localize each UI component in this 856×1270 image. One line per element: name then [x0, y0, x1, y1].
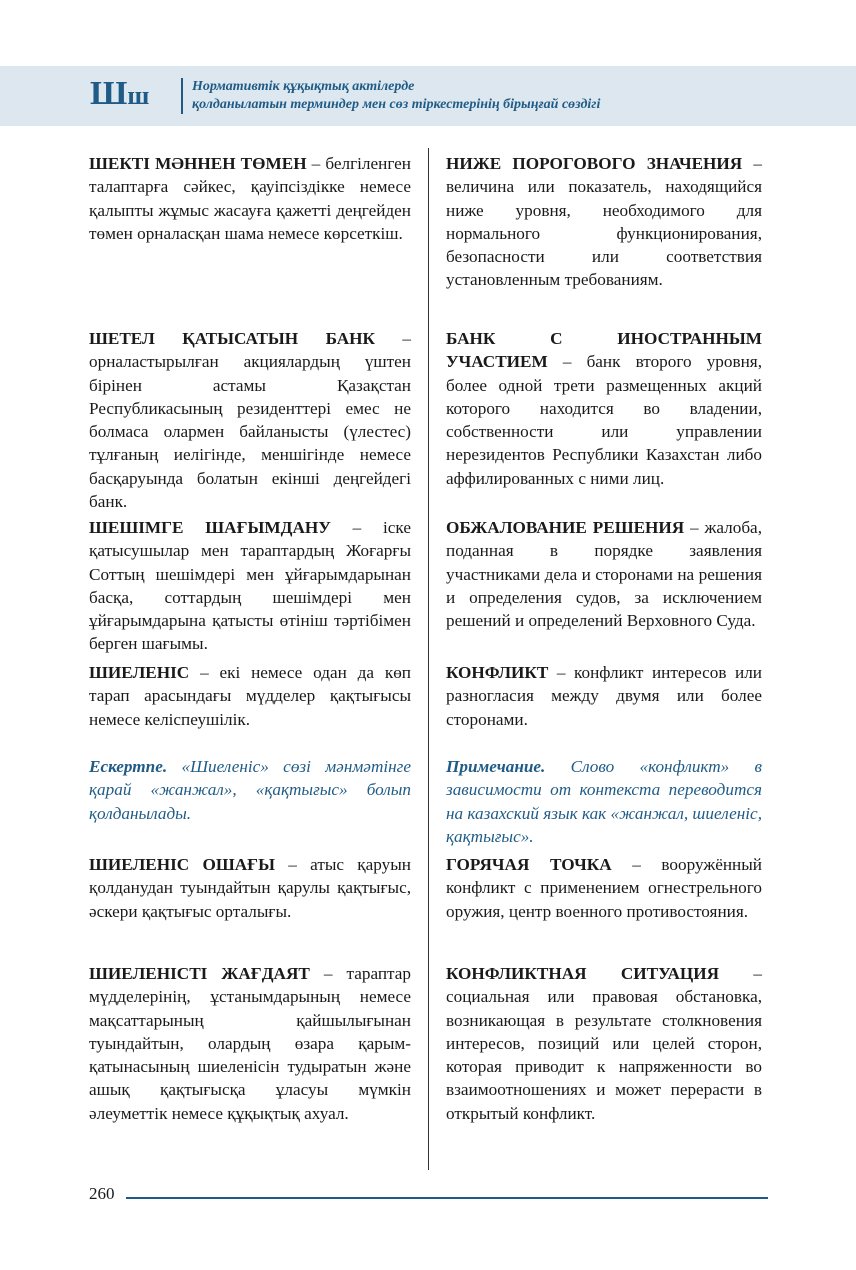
- entry-term: ШИЕЛЕНІСТІ ЖАҒДАЯТ: [89, 964, 310, 983]
- entry-ru-4: [446, 661, 762, 731]
- entry-term: ШЕШІМГЕ ШАҒЫМДАНУ: [89, 518, 331, 537]
- note-label: Примечание.: [446, 757, 546, 776]
- entry-ru-6: [446, 962, 762, 1125]
- entry-definition: – атыс қаруын қолданудан туындайтын қарулы қақтығыс, әскери қақтығыс орталығы.: [89, 855, 411, 921]
- entry-term: ШИЕЛЕНІС: [89, 663, 190, 682]
- entry-definition: – банк второго уровня, более одной трети размещенных акций которого находится во владении, собственности или управлении нерезидентов Республики Казахстан либо аффилированных с ними лиц.: [446, 352, 762, 488]
- entry-ru-5: [446, 853, 762, 923]
- entry-term: ОБЖАЛОВАНИЕ РЕШЕНИЯ: [446, 518, 685, 537]
- entry-term: БАНК С ИНОСТРАННЫМ УЧАСТИЕМ: [446, 329, 762, 372]
- section-letter-small: ш: [127, 81, 150, 110]
- entry-definition: – тараптар мүдделерінің, ұстанымдарының немесе мақсаттарының қайшылығынан туындайтын, олардың өзара қарым-қатынасының шиеленісін тудыратын және ашық қақтығысқа ұласуы мүмкін әлеуметтік немесе құқықтық ахуал.: [89, 964, 411, 1123]
- dictionary-title: [192, 78, 600, 114]
- note-label: Ескертпе.: [89, 757, 168, 776]
- entry-definition: – социальная или правовая обстановка, возникающая в результате столкновения интересов, позиций или целей сторон, которая приводит к напряженности во взаимоотношениях и может перерасти в открытый конфликт.: [446, 964, 762, 1123]
- entry-definition: – конфликт интересов или разногласия между двумя или более сторонами.: [446, 663, 762, 729]
- section-letter-mark: [90, 72, 149, 118]
- entry-definition: – іске қатысушылар мен тараптардың Жоғарғы Соттың шешімдері мен ұйғарымдарынан басқа, соттардың шешімдері мен ұйғарымдарына қатысты өтініш тәртібімен берген шағымы.: [89, 518, 411, 654]
- entry-term: КОНФЛИКТНАЯ СИТУАЦИЯ: [446, 964, 720, 983]
- header-divider: [181, 78, 183, 114]
- entry-definition: – белгіленген талаптарға сәйкес, қауіпсіздікке немесе қалыпты жұмыс жасауға қажетті деңгейден төмен орналасқан шама немесе көрсеткіш.: [89, 154, 411, 243]
- entry-kz-1: [89, 152, 411, 245]
- entry-term: ШИЕЛЕНІС ОШАҒЫ: [89, 855, 275, 874]
- dictionary-title-line1: Нормативтік құқықтық актілерде: [192, 79, 415, 94]
- entry-term: КОНФЛИКТ: [446, 663, 549, 682]
- page-number: 260: [89, 1184, 115, 1203]
- entry-kz-5: [89, 853, 411, 923]
- entry-ru-2: [446, 327, 762, 490]
- note-kz: [89, 755, 411, 825]
- entry-definition: – величина или показатель, находящийся ниже уровня, необходимого для нормального функционирования, безопасности или соответствия установленным требованиям.: [446, 154, 762, 290]
- entry-ru-1: [446, 152, 762, 292]
- entry-definition: – вооружённый конфликт с применением огнестрельного оружия, центр военного противостояния.: [446, 855, 762, 921]
- entry-definition: – жалоба, поданная в порядке заявления участниками дела и сторонами на решения и определения судов, за исключением решений и определений Верховного Суда.: [446, 518, 762, 631]
- entry-term: ШЕТЕЛ ҚАТЫСАТЫН БАНК: [89, 329, 375, 348]
- entry-kz-6: [89, 962, 411, 1125]
- entry-definition: – орналастырылған акциялардың үштен бірінен астамы Қазақстан Республикасының резиденттері емес не болмаса олармен байланысты (үлестес) тұлғаның иелігінде, меншігінде немесе басқаруында болатын екінші деңгейдегі банк.: [89, 329, 411, 512]
- note-text: Слово «конфликт» в зависимости от контекста переводится на казахский язык как «жанжал, шиеленіс, қақтығыс».: [446, 757, 762, 846]
- dictionary-title-line2: қолданылатын терминдер мен сөз тіркестерінің бірыңғай сөздігі: [192, 97, 601, 112]
- entry-definition: – екі немесе одан да көп тарап арасындағы мүдделер қақтығысы немесе келіспеушілік.: [89, 663, 411, 729]
- note-text: «Шиеленіс» сөзі мәнмәтінге қарай «жанжал», «қақтығыс» болып қолданылады.: [89, 757, 411, 823]
- entry-term: НИЖЕ ПОРОГОВОГО ЗНАЧЕНИЯ: [446, 154, 743, 173]
- column-divider: [428, 148, 429, 1170]
- entry-kz-4: [89, 661, 411, 731]
- entry-ru-3: [446, 516, 762, 632]
- entry-term: ШЕКТІ МӘННЕН ТӨМЕН: [89, 154, 307, 173]
- entry-kz-3: [89, 516, 411, 656]
- note-ru: [446, 755, 762, 848]
- section-letter-big: Ш: [90, 75, 128, 112]
- entry-kz-2: [89, 327, 411, 513]
- entry-term: ГОРЯЧАЯ ТОЧКА: [446, 855, 612, 874]
- footer-rule: [126, 1197, 768, 1199]
